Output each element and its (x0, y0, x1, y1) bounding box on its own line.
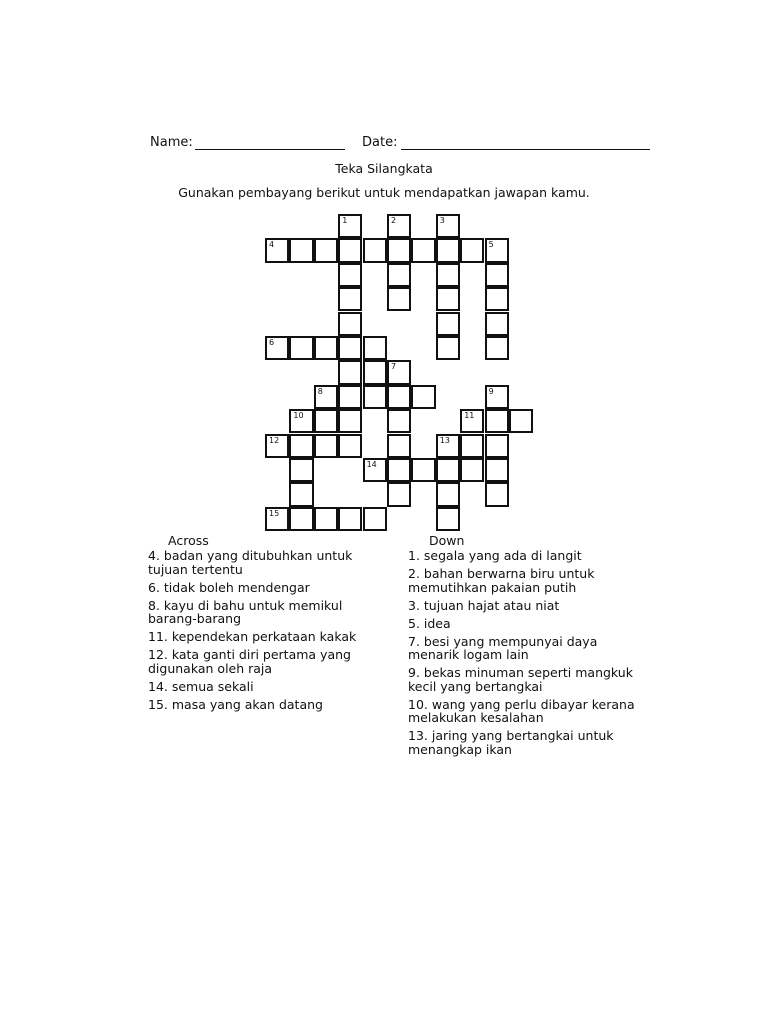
crossword-cell[interactable] (436, 238, 460, 262)
crossword-cell[interactable] (485, 263, 509, 287)
crossword-cell[interactable] (289, 507, 313, 531)
crossword-cell[interactable] (436, 312, 460, 336)
crossword-cell[interactable] (338, 287, 362, 311)
crossword-cell[interactable] (314, 336, 338, 360)
clue-number: 12 (269, 435, 280, 445)
page-title: Teka Silangkata (335, 161, 433, 176)
crossword-cell[interactable] (387, 434, 411, 458)
crossword-cell[interactable] (387, 360, 411, 384)
clue-number: 7 (391, 362, 397, 372)
clue-number: 13 (439, 435, 450, 445)
crossword-cell[interactable] (338, 263, 362, 287)
crossword-cell[interactable] (265, 238, 289, 262)
clue-number: 11 (464, 411, 475, 421)
crossword-cell[interactable] (485, 385, 509, 409)
clue-number: 15 (269, 508, 280, 518)
crossword-cell[interactable] (485, 434, 509, 458)
across-clue: 6. tidak boleh mendengar (148, 579, 310, 595)
crossword-cell[interactable] (363, 458, 387, 482)
down-clue: 5. idea (408, 615, 451, 631)
crossword-cell[interactable] (338, 312, 362, 336)
down-clue-list (408, 549, 648, 761)
crossword-cell[interactable] (338, 238, 362, 262)
crossword-cell[interactable] (314, 385, 338, 409)
crossword-cell[interactable] (436, 214, 460, 238)
crossword-cell[interactable] (314, 507, 338, 531)
clue-number: 9 (488, 386, 494, 396)
crossword-cell[interactable] (289, 482, 313, 506)
clue-number: 1 (342, 216, 348, 225)
clue-number: 5 (488, 240, 494, 250)
crossword-cell[interactable] (338, 360, 362, 384)
down-clue: 1. segala yang ada di langit (408, 548, 582, 563)
crossword-cell[interactable] (387, 263, 411, 287)
date-label: Date: (362, 135, 398, 150)
crossword-cell[interactable] (338, 385, 362, 409)
crossword-cell[interactable] (411, 238, 435, 262)
crossword-cell[interactable] (485, 409, 509, 433)
clue-number: 8 (317, 386, 323, 396)
crossword-cell[interactable] (436, 458, 460, 482)
clue-number: 4 (269, 240, 275, 250)
name-label: Name: (150, 135, 193, 150)
down-clue: 13. jaring yang bertangkai untuk menangkap ikan (408, 728, 614, 757)
clue-number: 3 (439, 216, 445, 225)
crossword-cell[interactable] (460, 458, 484, 482)
crossword-cell[interactable] (460, 409, 484, 433)
crossword-cell[interactable] (265, 507, 289, 531)
crossword-cell[interactable] (387, 214, 411, 238)
crossword-cell[interactable] (411, 458, 435, 482)
name-field[interactable] (195, 149, 345, 150)
crossword-cell[interactable] (338, 214, 362, 238)
crossword-cell[interactable] (387, 385, 411, 409)
crossword-cell[interactable] (363, 238, 387, 262)
down-heading: Down (429, 533, 465, 548)
crossword-cell[interactable] (460, 434, 484, 458)
clue-number: 2 (391, 216, 397, 225)
across-clue: 11. kependekan perkataan kakak (148, 629, 357, 644)
crossword-cell[interactable] (338, 336, 362, 360)
down-clue: 2. bahan berwarna biru untuk memutihkan pakaian putih (408, 566, 595, 595)
crossword-cell[interactable] (436, 336, 460, 360)
crossword-cell[interactable] (436, 287, 460, 311)
crossword-cell[interactable] (509, 409, 533, 433)
crossword-cell[interactable] (485, 458, 509, 482)
crossword-cell[interactable] (265, 336, 289, 360)
crossword-cell[interactable] (485, 312, 509, 336)
down-clue: 10. wang yang perlu dibayar kerana melakukan kesalahan (408, 696, 635, 725)
down-clue: 9. bekas minuman seperti mangkuk kecil yang bertangkai (408, 665, 633, 694)
clue-number: 14 (366, 460, 377, 469)
crossword-cell[interactable] (485, 482, 509, 506)
crossword-cell[interactable] (485, 287, 509, 311)
crossword-cell[interactable] (289, 458, 313, 482)
crossword-cell[interactable] (485, 238, 509, 262)
crossword-cell[interactable] (289, 238, 313, 262)
crossword-cell[interactable] (411, 385, 435, 409)
across-clue: 14. semua sekali (148, 678, 254, 694)
crossword-cell[interactable] (387, 287, 411, 311)
crossword-cell[interactable] (314, 434, 338, 458)
crossword-cell[interactable] (314, 238, 338, 262)
crossword-cell[interactable] (338, 507, 362, 531)
across-clue: 15. masa yang akan datang (148, 696, 323, 712)
crossword-cell[interactable] (387, 409, 411, 433)
crossword-cell[interactable] (265, 434, 289, 458)
down-clue: 3. tujuan hajat atau niat (408, 597, 560, 613)
crossword-cell[interactable] (387, 238, 411, 262)
crossword-cell[interactable] (363, 385, 387, 409)
crossword-cell[interactable] (363, 360, 387, 384)
crossword-cell[interactable] (485, 336, 509, 360)
across-clue: 4. badan yang ditubuhkan untuk tujuan tertentu (148, 548, 353, 577)
across-heading: Across (168, 533, 209, 548)
clue-number: 6 (269, 338, 275, 347)
crossword-cell[interactable] (363, 507, 387, 531)
crossword-cell[interactable] (436, 434, 460, 458)
clue-number: 10 (293, 411, 304, 421)
crossword-cell[interactable] (436, 507, 460, 531)
crossword-cell[interactable] (289, 336, 313, 360)
crossword-cell[interactable] (460, 238, 484, 262)
crossword-cell[interactable] (289, 434, 313, 458)
across-clue: 8. kayu di bahu untuk memikul barang-barang (148, 597, 343, 626)
instructions: Gunakan pembayang berikut untuk mendapatkan jawapan kamu. (178, 185, 590, 200)
crossword-cell[interactable] (387, 482, 411, 506)
date-field[interactable] (401, 149, 650, 150)
crossword-cell[interactable] (314, 409, 338, 433)
across-clue-list (148, 549, 376, 716)
crossword-cell[interactable] (338, 409, 362, 433)
across-clue: 12. kata ganti diri pertama yang digunakan oleh raja (148, 647, 351, 676)
crossword-cell[interactable] (436, 482, 460, 506)
crossword-cell[interactable] (387, 458, 411, 482)
crossword-cell[interactable] (338, 434, 362, 458)
crossword-cell[interactable] (363, 336, 387, 360)
crossword-cell[interactable] (289, 409, 313, 433)
down-clue: 7. besi yang mempunyai daya menarik logam lain (408, 633, 598, 662)
crossword-cell[interactable] (436, 263, 460, 287)
